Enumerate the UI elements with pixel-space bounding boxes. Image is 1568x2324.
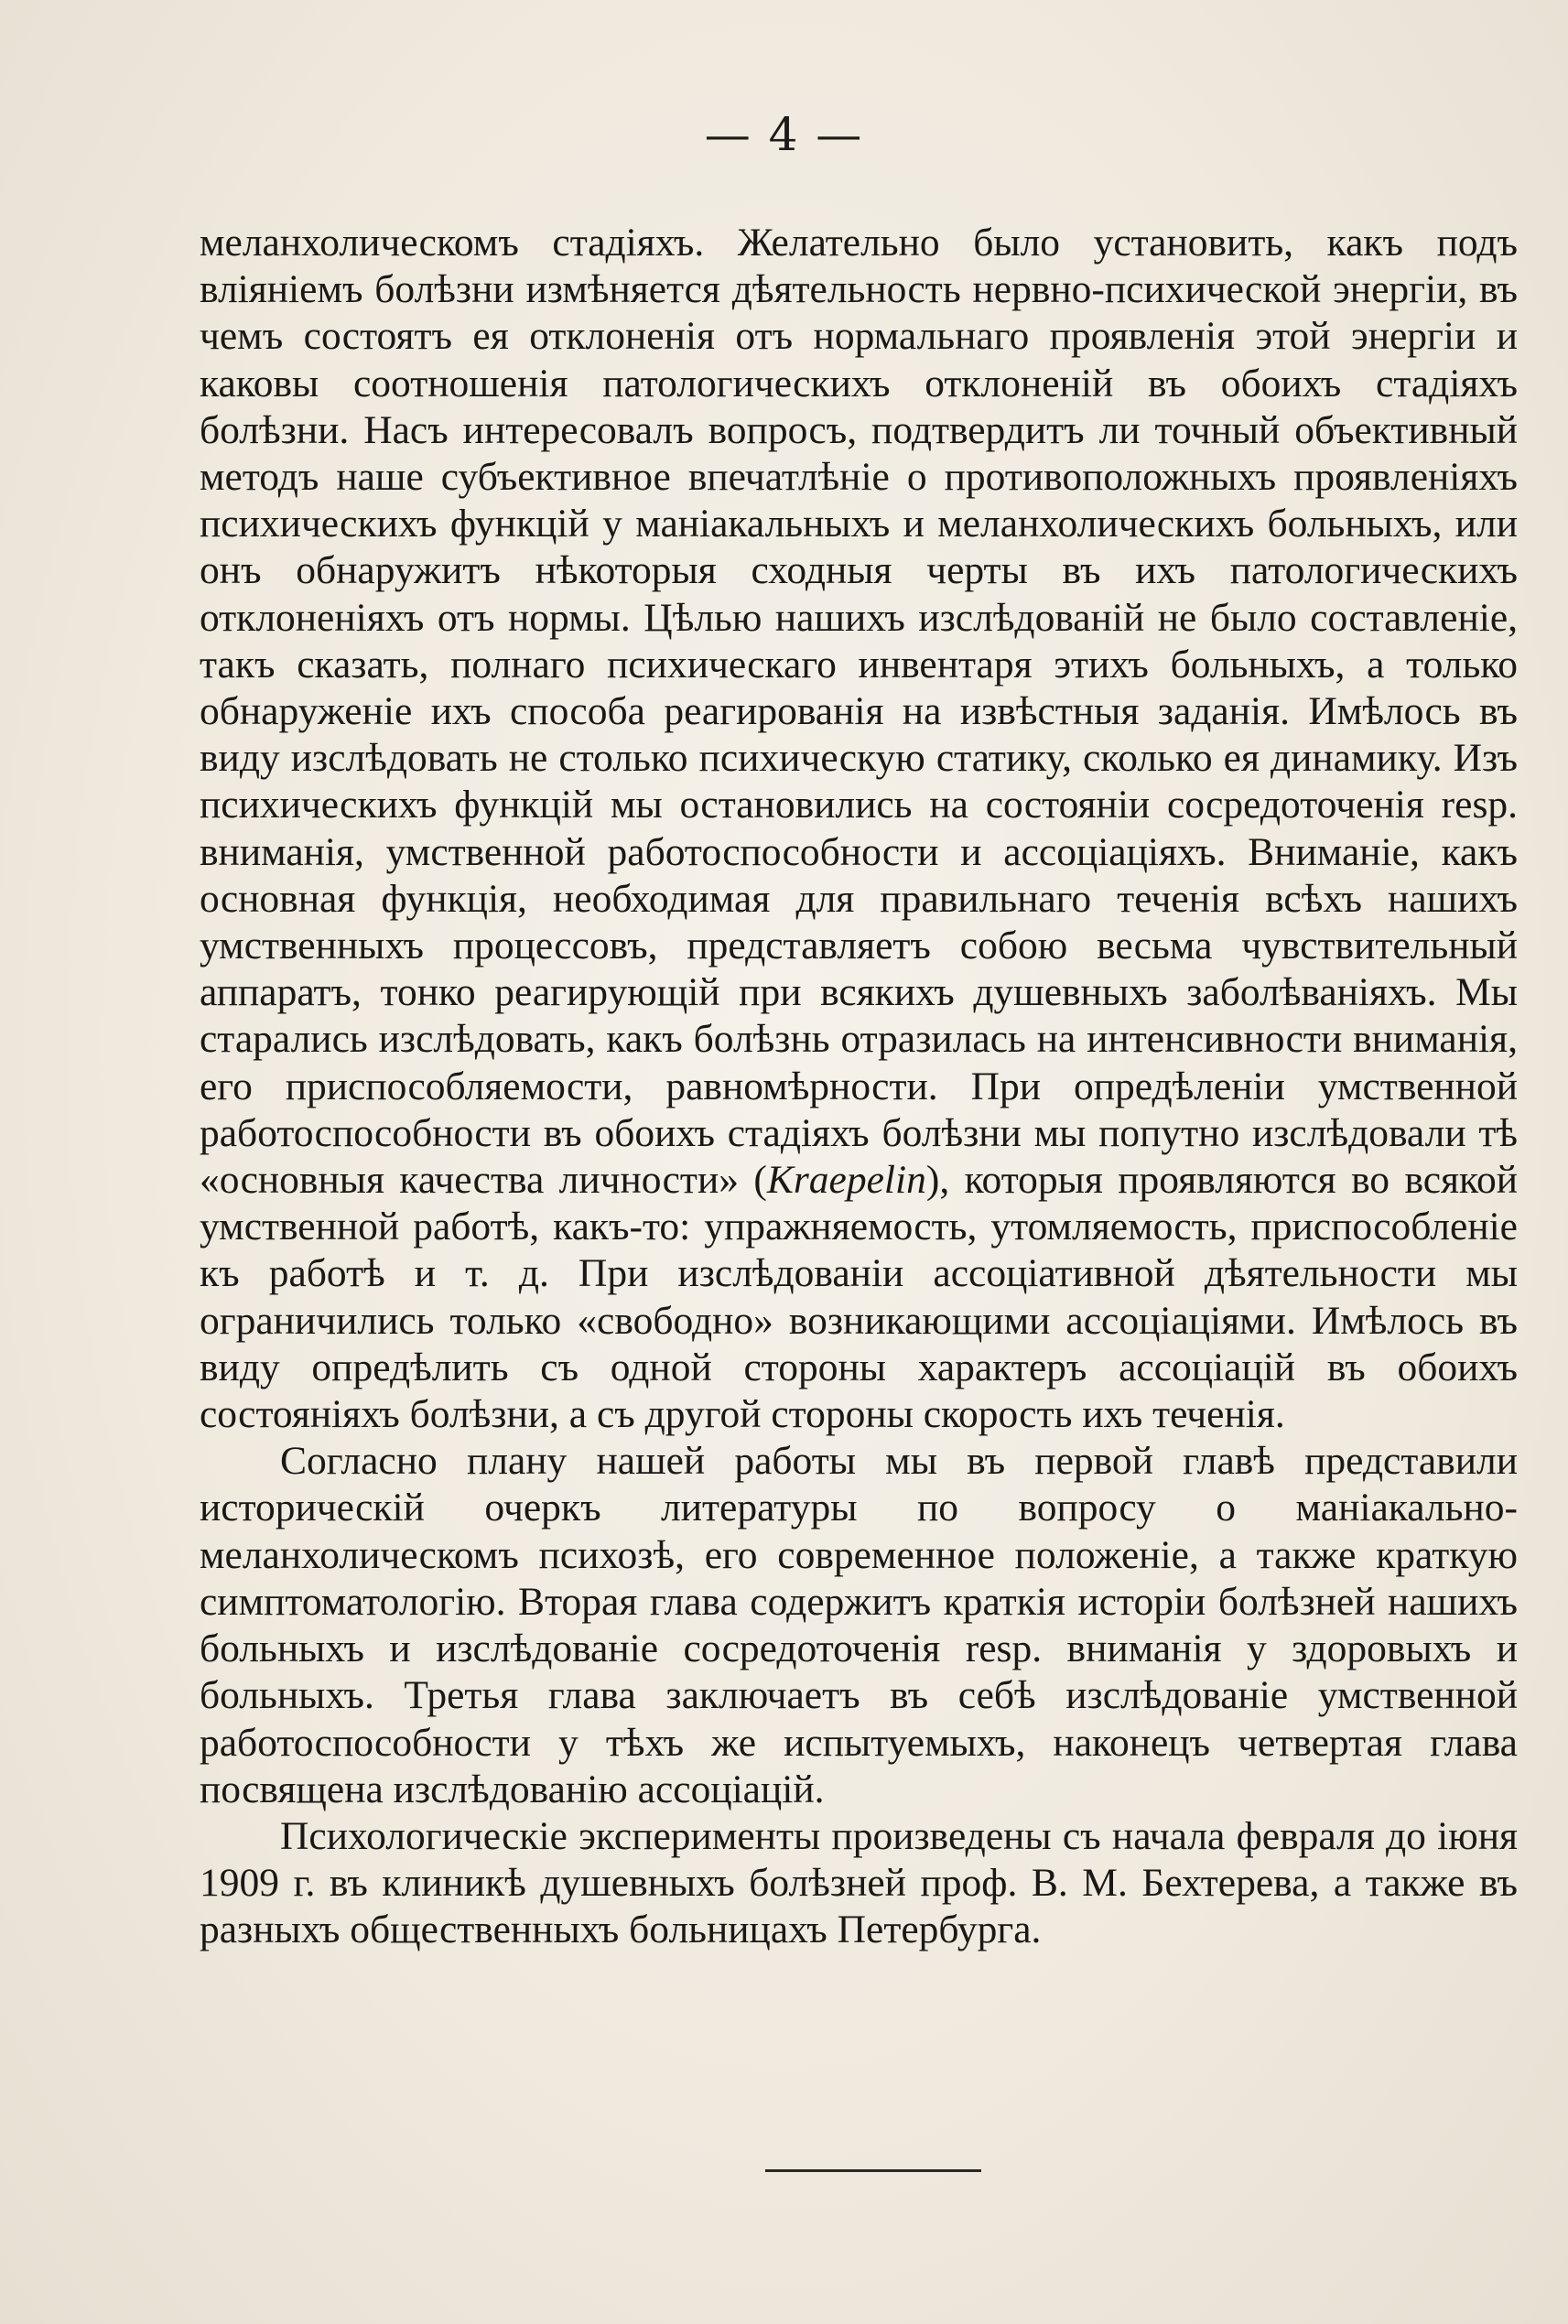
author-name-italic: Kraepelin bbox=[766, 1158, 926, 1203]
paragraph-1-text-start: меланхолическомъ стадіяхъ. Желательно было установить, какъ подъ вліяніемъ болѣзни измѣняется дѣятельность нервно-психической энергіи, въ чемъ состоятъ ея отклоненія отъ нормальнаго проявленія этой энергіи и каковы соотношенія патологическихъ отклоненій въ обоихъ стадіяхъ болѣзни. Насъ интересовалъ вопросъ, подтвердитъ ли точный объективный методъ наше субъективное впечатлѣніе о противоположныхъ проявленіяхъ психическихъ функцій у маніакальныхъ и меланхолическихъ больныхъ, или онъ обнаружитъ нѣкоторыя сходныя черты въ ихъ патологическихъ отклоненіяхъ отъ нормы. Цѣлью нашихъ изслѣдованій не было составленіе, такъ сказать, полнаго психическаго инвентаря этихъ больныхъ, а только обнаруженіе ихъ способа реагированія на извѣстныя заданія. Имѣлось въ виду изслѣдовать не столько психическую статику, сколько ея динамику. Изъ психическихъ функцій мы остановились на состояніи сосредоточенія resp. вниманія, умственной работоспособности и ассоціаціяхъ. Вниманіе, какъ основная функція, необходимая для правильнаго теченія всѣхъ нашихъ умственныхъ процессовъ, представляетъ собою весьма чувствительный аппаратъ, тонко реагирующій при всякихъ душевныхъ заболѣваніяхъ. Мы старались изслѣдовать, какъ болѣзнь отразилась на интенсивности вниманія, его приспособляемости, равномѣрности. При опредѣленіи умственной работоспособности въ обоихъ стадіяхъ болѣзни мы попутно изслѣдовали тѣ «основныя качества личности» ( bbox=[200, 221, 1518, 1203]
end-divider-rule bbox=[765, 2169, 981, 2172]
paragraph-1 bbox=[200, 220, 1518, 1438]
page-number: — 4 — bbox=[704, 108, 864, 161]
paragraph-3: Психологическіе эксперименты произведены съ начала февраля до іюня 1909 г. въ клиникѣ душевныхъ болѣзней проф. В. М. Бехтерева, а также въ разныхъ общественныхъ больницахъ Петербурга. bbox=[200, 1813, 1518, 1952]
body-text bbox=[200, 220, 1518, 1954]
paragraph-1-text-end: ), которыя проявляются во всякой умственной работѣ, какъ-то: упражняемость, утомляемость, приспособленіе къ работѣ и т. д. При изслѣдованіи ассоціативной дѣятельности мы ограничились только «свободно» возникающими ассоціаціями. Имѣлось въ виду опредѣлить съ одной стороны характеръ ассоціацій въ обоихъ состояніяхъ болѣзни, а съ другой стороны скорость ихъ теченія. bbox=[200, 1158, 1518, 1437]
paragraph-2: Согласно плану нашей работы мы въ первой главѣ представили историческій очеркъ литературы по вопросу о маніакально-меланхолическомъ психозѣ, его современное положеніе, а также краткую симптоматологію. Вторая глава содержитъ краткія исторіи болѣзней нашихъ больныхъ и изслѣдованіе сосредоточенія resp. вниманія у здоровыхъ и больныхъ. Третья глава заключаетъ въ себѣ изслѣдованіе умственной работоспособности у тѣхъ же испытуемыхъ, наконецъ четвертая глава посвящена изслѣдованію ассоціацій. bbox=[200, 1439, 1518, 1811]
